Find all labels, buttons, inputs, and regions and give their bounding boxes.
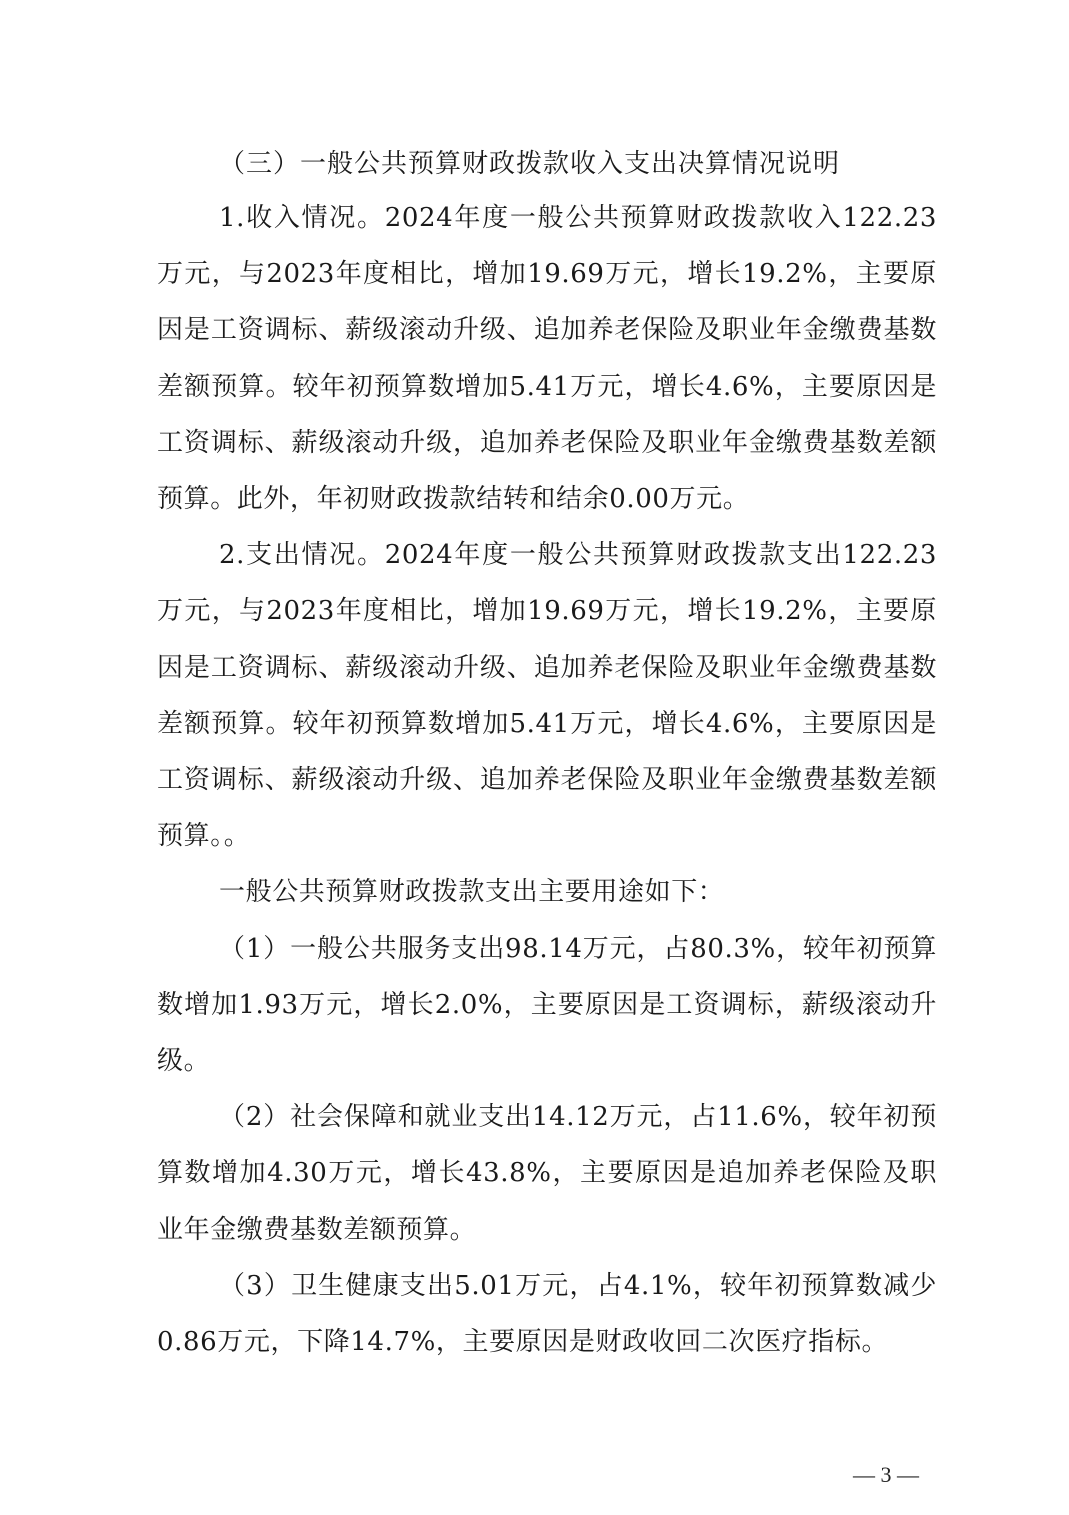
paragraph-income: 1.收入情况。2024年度一般公共预算财政拨款收入122.23万元，与2023年度相比，增加19.69万元，增长19.2%，主要原因是工资调标、薪级滚动升级、追加养老保险及职业年金缴费基数差额预算。较年初预算数增加5.41万元，增长4.6%，主要原因是工资调标、薪级滚动升级，追加养老保险及职业年金缴费基数差额预算。此外，年初财政拨款结转和结余0.00万元。 (157, 203, 937, 515)
page-number: — 3 — (853, 1462, 919, 1487)
document-body (157, 138, 937, 1370)
paragraph-health: （3）卫生健康支出5.01万元，占4.1%，较年初预算数减少0.86万元，下降14.7%，主要原因是财政收回二次医疗指标。 (157, 1270, 937, 1358)
paragraph-expenditure: 2.支出情况。2024年度一般公共预算财政拨款支出122.23万元，与2023年度相比，增加19.69万元，增长19.2%，主要原因是工资调标、薪级滚动升级、追加养老保险及职业年金缴费基数差额预算。较年初预算数增加5.41万元，增长4.6%，主要原因是工资调标、薪级滚动升级、追加养老保险及职业年金缴费基数差额预算。。 (157, 540, 937, 852)
paragraph-usage-intro: 一般公共预算财政拨款支出主要用途如下： (219, 877, 725, 908)
section-heading: （三）一般公共预算财政拨款收入支出决算情况说明 (219, 149, 841, 179)
paragraph-social-security: （2）社会保障和就业支出14.12万元，占11.6%，较年初预算数增加4.30万元，增长43.8%，主要原因是追加养老保险及职业年金缴费基数差额预算。 (157, 1102, 937, 1245)
paragraph-general-public-services: （1）一般公共服务支出98.14万元，占80.3%，较年初预算数增加1.93万元，增长2.0%，主要原因是工资调标，薪级滚动升级。 (157, 933, 937, 1077)
